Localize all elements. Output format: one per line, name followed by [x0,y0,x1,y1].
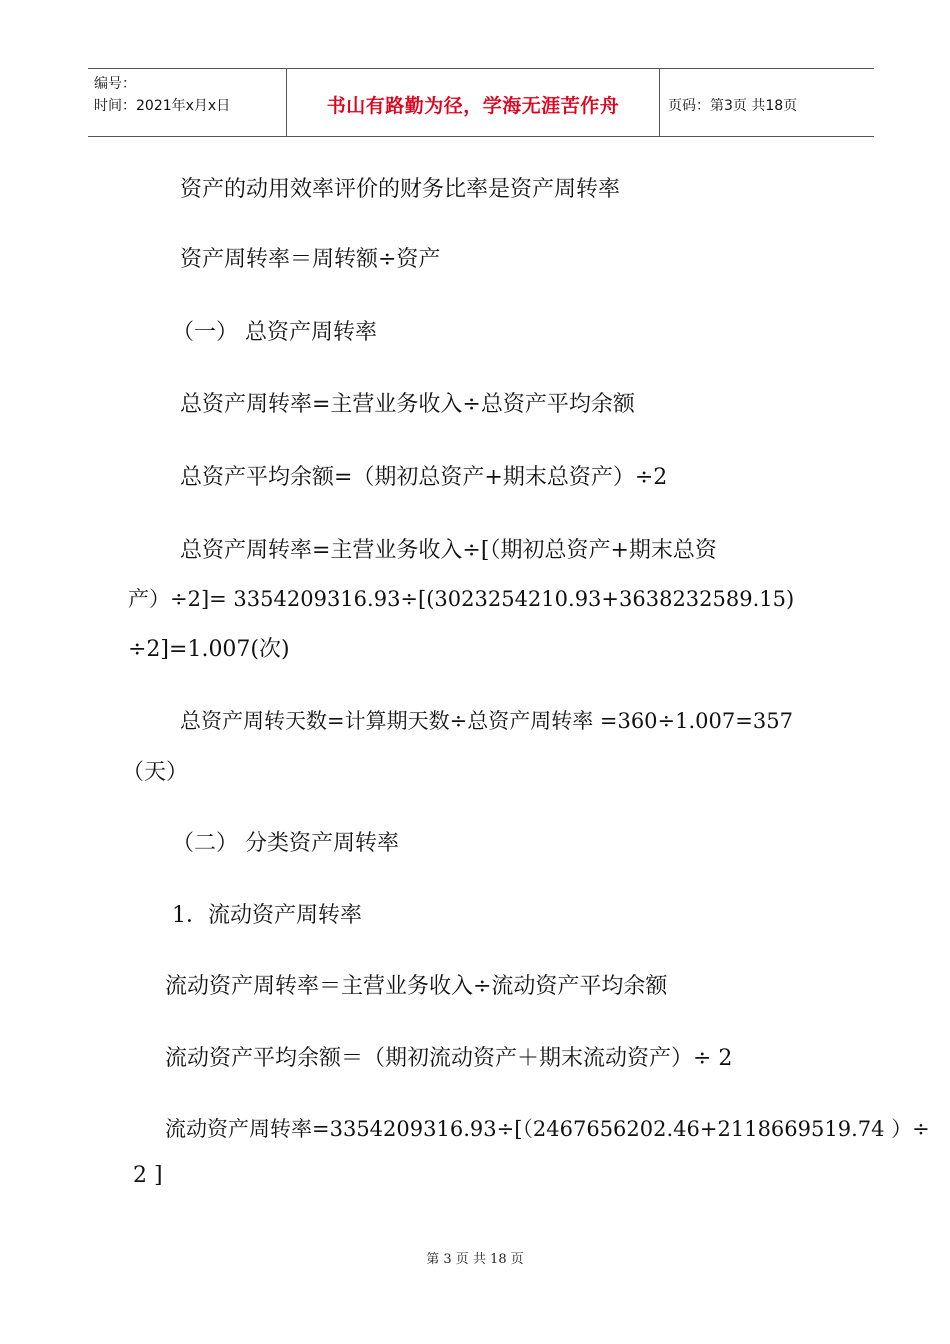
paragraph: 总资产平均余额=（期初总资产+期末总资产）÷2 [180,465,668,490]
paragraph-line: 2 ] [133,1163,163,1188]
paragraph: 资产周转率＝周转额÷资产 [180,247,441,272]
paragraph: 流动资产周转率＝主营业务收入÷流动资产平均余额 [165,974,668,999]
page-footer: 第 3 页 共 18 页 [426,1252,524,1267]
section-heading: （二） 分类资产周转率 [172,831,399,856]
paragraph: 资产的动用效率评价的财务比率是资产周转率 [180,177,621,202]
serial-label: 编号： [94,76,136,92]
subsection-heading: 1．流动资产周转率 [172,903,362,928]
section-heading: （一） 总资产周转率 [172,320,377,345]
paragraph-line: 总资产周转率=主营业务收入÷[（期初总资产+期末总资 [180,538,717,563]
paragraph-line: 总资产周转天数=计算期天数÷总资产周转率 =360÷1.007=357 [180,709,793,733]
paragraph: 流动资产平均余额＝（期初流动资产＋期末流动资产）÷ 2 [165,1046,733,1071]
time-label: 时间：2021年x月x日 [94,98,231,114]
page-header [88,68,874,137]
paragraph: 总资产周转率=主营业务收入÷总资产平均余额 [180,392,635,417]
paragraph-line: ÷2]=1.007(次) [128,637,290,662]
header-meta [88,69,287,136]
header-motto: 书山有路勤为径，学海无涯苦作舟 [326,95,620,117]
header-page-cell [668,69,874,136]
header-motto-cell [287,69,660,136]
paragraph-line: （天） [122,760,189,785]
paragraph-line: 流动资产周转率=3354209316.93÷[（2467656202.46+2118669519.74 ）÷ [165,1117,930,1141]
header-page-info: 页码：第3页 共18页 [668,98,798,114]
paragraph-line: 产）÷2]= 3354209316.93÷[(3023254210.93+3638232589.15) [128,587,795,611]
